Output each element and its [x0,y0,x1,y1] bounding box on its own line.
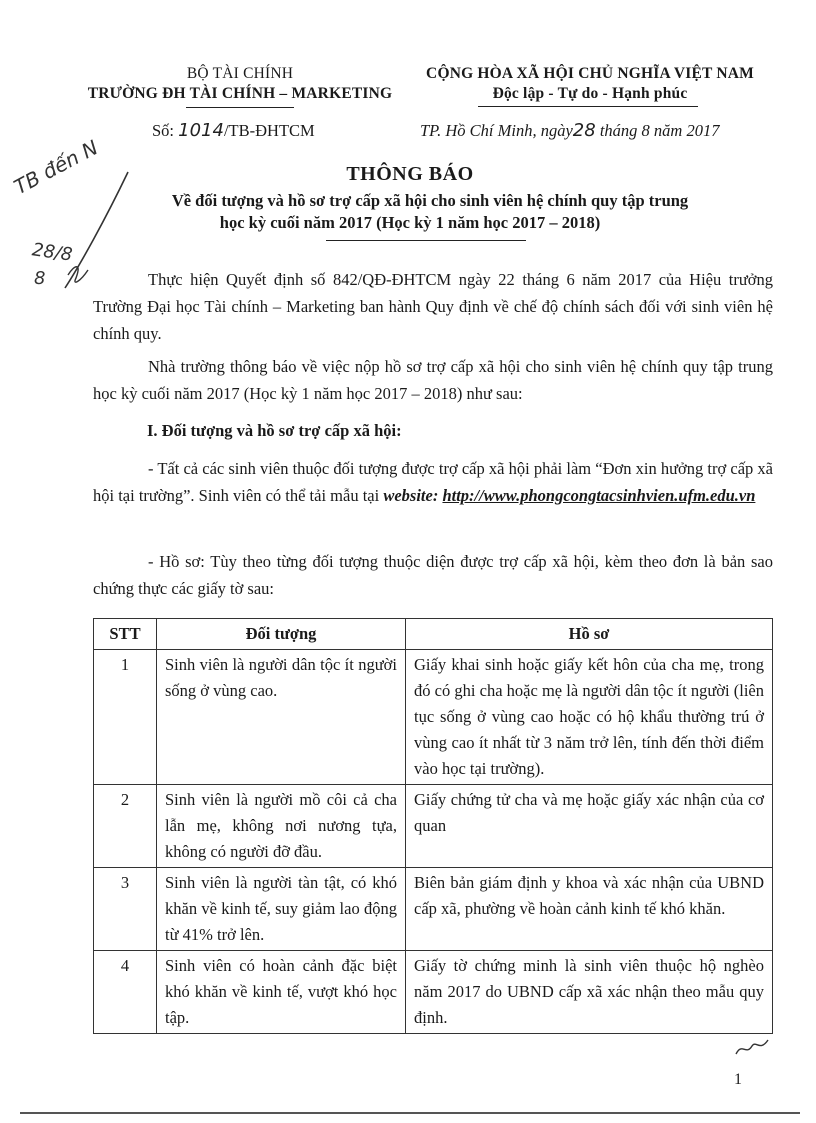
row-stt: 2 [94,785,157,868]
row-stt: 4 [94,951,157,1034]
row-doi-tuong: Sinh viên là người tàn tật, có khó khăn về kinh tế, suy giảm lao động từ 41% trở lên. [157,868,406,951]
national-motto: Độc lập - Tự do - Hạnh phúc [492,85,688,102]
doc-number-handwritten: 1014 [178,120,224,141]
row-doi-tuong: Sinh viên là người mồ côi cả cha lẫn mẹ, không nơi nương tựa, không có người đỡ đầu. [157,785,406,868]
document-number [152,120,315,141]
website-link[interactable]: http://www.phongcongtacsinhvien.ufm.edu.vn [442,486,756,505]
country-name: CỘNG HÒA XÃ HỘI CHỦ NGHĨA VIỆT NAM [426,65,754,82]
document-date [420,120,719,141]
row-ho-so: Biên bản giám định y khoa và xác nhận của UBND cấp xã, phường về hoàn cảnh kinh tế khó khăn. [406,868,773,951]
paragraph-bullet-1 [93,455,773,509]
initials-mark-icon [732,1036,772,1060]
handwritten-note-line2: 28/8 [30,239,74,266]
subsidy-table [93,618,773,1034]
bullet1-text: - Tất cả các sinh viên thuộc đối tượng được trợ cấp xã hội phải làm “Đơn xin hưởng trợ cấp xã hội tại trường”. Sinh viên có thể tải mẫu tại [93,459,773,505]
paragraph-decision: Thực hiện Quyết định số 842/QĐ-ĐHTCM ngày 22 tháng 6 năm 2017 của Hiệu trưởng Trường Đại học Tài chính – Marketing ban hành Quy định về chế độ chính sách đối với sinh viên hệ chính quy. [93,270,773,343]
bottom-border-line [20,1112,800,1114]
handwritten-note-line1: TB đến N [10,135,102,200]
row-ho-so: Giấy tờ chứng minh là sinh viên thuộc hộ nghèo năm 2017 do UBND cấp xã xác nhận theo mẫu quy định. [406,951,773,1034]
ministry-name: BỘ TÀI CHÍNH [186,65,294,82]
date-day-handwritten: 28 [572,120,596,141]
paragraph-announcement: Nhà trường thông báo về việc nộp hồ sơ trợ cấp xã hội cho sinh viên hệ chính quy tập trung học kỳ cuối năm 2017 (Học kỳ 1 năm học 2017 – 2018) như sau: [93,357,773,403]
notice-subtitle-line2: học kỳ cuối năm 2017 (Học kỳ 1 năm học 2017 – 2018) [219,213,601,232]
column-header-doi-tuong: Đối tượng [157,619,406,650]
table-row [94,951,773,1034]
table-row [94,650,773,785]
row-doi-tuong: Sinh viên có hoàn cảnh đặc biệt khó khăn về kinh tế, vượt khó học tập. [157,951,406,1034]
school-underline [186,107,294,108]
date-suffix: tháng 8 năm 2017 [599,121,720,140]
page-number: 1 [734,1071,742,1088]
row-doi-tuong: Sinh viên là người dân tộc ít người sống ở vùng cao. [157,650,406,785]
school-name: TRƯỜNG ĐH TÀI CHÍNH – MARKETING [87,85,393,102]
date-prefix: TP. Hồ Chí Minh, ngày [420,121,573,140]
row-stt: 1 [94,650,157,785]
column-header-stt: STT [94,619,157,650]
doc-number-suffix: /TB-ĐHTCM [223,121,315,140]
section-heading-1: I. Đối tượng và hồ sơ trợ cấp xã hội: [147,421,402,440]
motto-underline [478,106,698,107]
doc-number-prefix: Số: [152,121,175,140]
table-row [94,868,773,951]
handwritten-note-line3: 8 [34,268,46,289]
table-header-row [94,619,773,650]
title-divider [326,240,526,241]
notice-subtitle-line1: Về đối tượng và hồ sơ trợ cấp xã hội cho sinh viên hệ chính quy tập trung [171,191,689,210]
paragraph-bullet-2: - Hồ sơ: Tùy theo từng đối tượng thuộc diện được trợ cấp xã hội, kèm theo đơn là bản sao chứng thực các giấy tờ sau: [93,552,773,598]
row-ho-so: Giấy khai sinh hoặc giấy kết hôn của cha mẹ, trong đó có ghi cha hoặc mẹ là người dân tộc ít người (liên tục sống ở vùng cao hoặc có hộ khẩu thường trú ở vùng cao ít nhất từ 3 năm trở lên, tính đến thời điểm vào học tại trường). [406,650,773,785]
notice-title: THÔNG BÁO [346,163,474,185]
table-row [94,785,773,868]
column-header-ho-so: Hồ sơ [406,619,773,650]
bullet1-website-label: website: [383,486,439,505]
row-ho-so: Giấy chứng tử cha và mẹ hoặc giấy xác nhận của cơ quan [406,785,773,868]
row-stt: 3 [94,868,157,951]
